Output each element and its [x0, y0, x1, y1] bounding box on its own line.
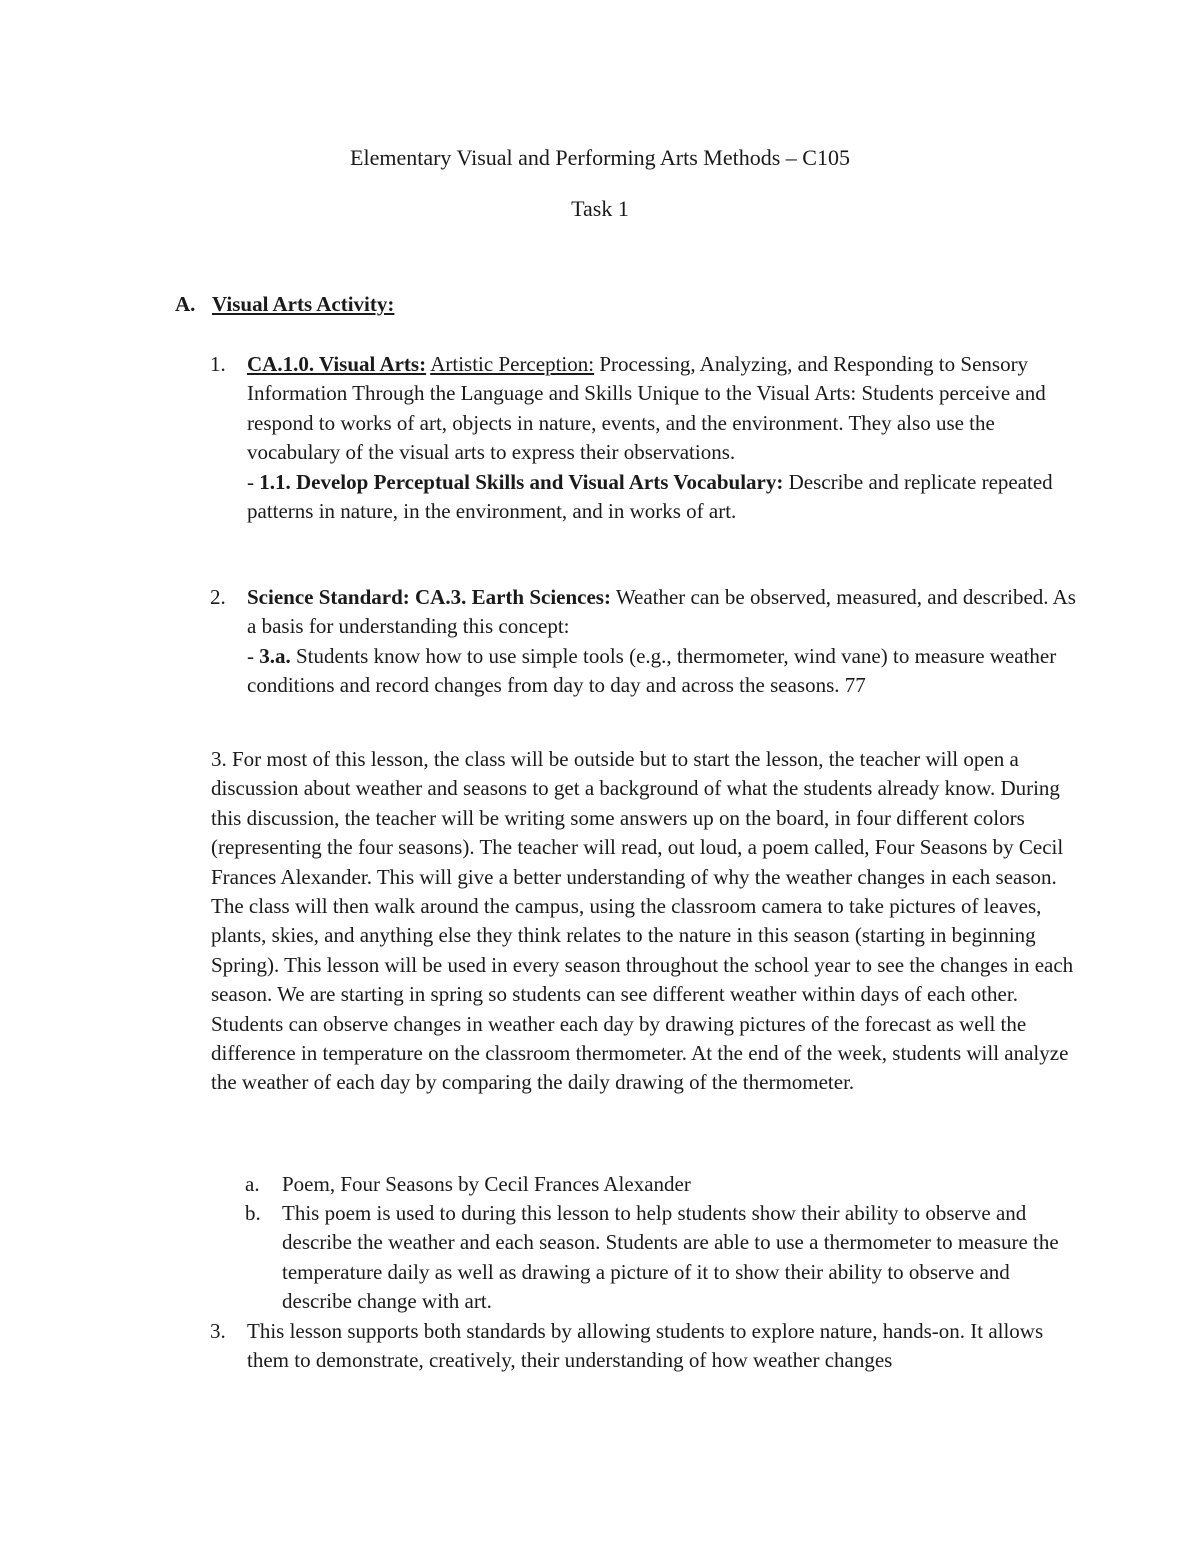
- item-1-perception: Artistic Perception:: [430, 352, 595, 376]
- sub-item-a-label: a.: [245, 1172, 260, 1196]
- item-2-code: Science Standard: CA.3. Earth Sciences:: [247, 585, 611, 609]
- item-1-subtext: Describe and replicate repeated patterns in nature, in the environment, and in works of art.: [247, 469, 1053, 524]
- item-3-number: 3.: [210, 1319, 226, 1343]
- item-3-text: This lesson supports both standards by allowing students to explore nature, hands-on. It allows them to demonstrate, creatively, their understanding of how weather changes: [247, 1319, 1044, 1373]
- page-title: Elementary Visual and Performing Arts Methods – C105: [350, 145, 850, 170]
- item-1-subcode: 1.1. Develop Perceptual Skills and Visual Arts Vocabulary:: [259, 469, 784, 494]
- item-2-number: 2.: [210, 585, 226, 609]
- sub-item-b: [245, 1199, 1082, 1317]
- sub-item-a: [245, 1170, 1082, 1199]
- item-1-text: Processing, Analyzing, and Responding to Sensory Information Through the Language and Skills Unique to the Visual Arts: Students perceive and respond to works of art, objects in nature, events, and the environment. They also use the vocabulary of the visual arts to express their observations.: [247, 352, 1046, 465]
- sub-item-b-text: This poem is used to during this lesson to help students show their ability to observe and describe the weather and each season. Students are able to use a thermometer to measure the temperature daily as well as drawing a picture of it to show their ability to observe and describe change with art.: [282, 1201, 1059, 1314]
- lesson-description: 3. For most of this lesson, the class will be outside but to start the lesson, the teacher will open a discussion about weather and seasons to get a background of what the students already know. During this discussion, the teacher will be writing some answers up on the board, in four different colors (representing the four seasons). The teacher will read, out loud, a poem called, Four Seasons by Cecil Frances Alexander. This will give a better understanding of why the weather changes in each season. The class will then walk around the campus, using the classroom camera to take pictures of leaves, plants, skies, and anything else they think relates to the nature in this season (starting in beginning Spring). This lesson will be used in every season throughout the school year to see the changes in each season. We are starting in spring so students can see different weather within days of each other. Students can observe changes in weather each day by drawing pictures of the forecast as well the difference in temperature on the classroom thermometer. At the end of the week, students will analyze the weather of each day by comparing the daily drawing of the thermometer.: [211, 747, 1074, 1095]
- sub-item-a-text: Poem, Four Seasons by Cecil Frances Alexander: [282, 1172, 691, 1196]
- sub-item-b-label: b.: [245, 1201, 261, 1225]
- section-a-label: A.: [175, 292, 196, 316]
- section-a-heading: [175, 290, 1075, 319]
- item-2-dash: -: [247, 643, 260, 668]
- item-1-code: CA.1.0. Visual Arts:: [247, 352, 427, 376]
- item-1-number: 1.: [210, 352, 226, 376]
- standard-item-1: [210, 350, 1077, 526]
- item-2-subtext: Students know how to use simple tools (e.g., thermometer, wind vane) to measure weather conditions and record changes from day to day and across the seasons. 77: [247, 643, 1057, 698]
- item-2-subcode: 3.a.: [259, 643, 291, 668]
- standard-item-2: [210, 583, 1077, 701]
- standard-item-3: [210, 1317, 1077, 1376]
- page-subtitle: Task 1: [571, 196, 629, 221]
- section-a-title: Visual Arts Activity:: [212, 292, 395, 316]
- item-1-dash: -: [247, 469, 260, 494]
- item-2-text: Weather can be observed, measured, and described. As a basis for understanding this concept:: [247, 585, 1076, 639]
